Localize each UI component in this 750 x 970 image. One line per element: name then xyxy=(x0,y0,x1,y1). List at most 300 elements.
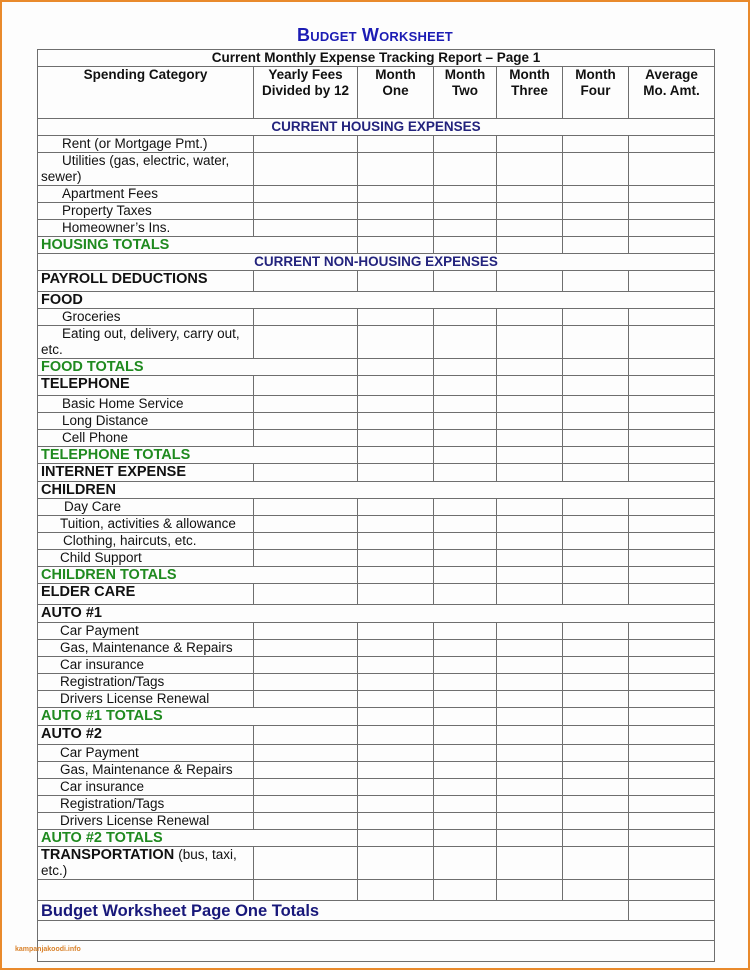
month-two-cell[interactable] xyxy=(434,359,497,376)
average-cell[interactable] xyxy=(629,745,715,762)
month-four-cell[interactable] xyxy=(563,396,629,413)
month-four-cell[interactable] xyxy=(563,186,629,203)
table-row xyxy=(38,136,715,153)
row-label: Clothing, haircuts, etc. xyxy=(38,533,254,550)
month-one-cell[interactable] xyxy=(358,359,434,376)
month-one-cell[interactable] xyxy=(358,271,434,292)
month-two-cell[interactable] xyxy=(434,623,497,640)
month-one-cell[interactable] xyxy=(358,708,434,726)
month-one-cell[interactable] xyxy=(358,430,434,447)
average-cell[interactable] xyxy=(629,271,715,292)
table-row xyxy=(38,464,715,482)
row-label: Basic Home Service xyxy=(38,396,254,413)
blank-row xyxy=(38,941,715,962)
month-three-cell[interactable] xyxy=(497,464,563,482)
yearly-cell[interactable] xyxy=(254,779,358,796)
month-four-cell[interactable] xyxy=(563,271,629,292)
month-three-cell[interactable] xyxy=(497,779,563,796)
month-two-cell[interactable] xyxy=(434,413,497,430)
month-two-cell[interactable] xyxy=(434,499,497,516)
blank-cell[interactable] xyxy=(38,941,715,962)
month-two-cell[interactable] xyxy=(434,376,497,396)
average-cell[interactable] xyxy=(629,413,715,430)
blank-cell[interactable] xyxy=(38,921,715,941)
yearly-cell[interactable] xyxy=(254,880,358,901)
average-cell[interactable] xyxy=(629,813,715,830)
table-row xyxy=(38,516,715,533)
average-cell[interactable] xyxy=(629,550,715,567)
col-header-month-four: Month Four xyxy=(563,67,629,119)
average-cell[interactable] xyxy=(629,880,715,901)
month-one-cell[interactable] xyxy=(358,830,434,847)
table-row xyxy=(38,499,715,516)
month-one-cell[interactable] xyxy=(358,499,434,516)
transportation-label: TRANSPORTATION xyxy=(41,847,175,863)
month-three-cell[interactable] xyxy=(497,136,563,153)
table-row xyxy=(38,396,715,413)
month-four-cell[interactable] xyxy=(563,779,629,796)
yearly-cell[interactable] xyxy=(254,813,358,830)
totals-row xyxy=(38,237,715,254)
average-cell[interactable] xyxy=(629,359,715,376)
month-one-cell[interactable] xyxy=(358,640,434,657)
month-one-cell[interactable] xyxy=(358,584,434,605)
average-cell[interactable] xyxy=(629,136,715,153)
row-label: ELDER CARE xyxy=(38,584,254,605)
month-one-cell[interactable] xyxy=(358,674,434,691)
yearly-cell[interactable] xyxy=(254,220,358,237)
yearly-cell[interactable] xyxy=(254,674,358,691)
month-four-cell[interactable] xyxy=(563,623,629,640)
month-four-cell[interactable] xyxy=(563,847,629,880)
table-row xyxy=(38,640,715,657)
month-two-cell[interactable] xyxy=(434,708,497,726)
average-cell[interactable] xyxy=(629,499,715,516)
yearly-cell[interactable] xyxy=(254,499,358,516)
month-three-cell[interactable] xyxy=(497,516,563,533)
table-row xyxy=(38,153,715,186)
section-non-housing: CURRENT NON-HOUSING EXPENSES xyxy=(38,254,715,271)
month-three-cell[interactable] xyxy=(497,309,563,326)
col-header-yearly: Yearly Fees Divided by 12 xyxy=(254,67,358,119)
row-label: FOOD TOTALS xyxy=(38,359,358,376)
row-label: TELEPHONE TOTALS xyxy=(38,447,358,464)
yearly-cell[interactable] xyxy=(254,271,358,292)
month-two-cell[interactable] xyxy=(434,430,497,447)
table-row xyxy=(38,376,715,396)
month-three-cell[interactable] xyxy=(497,847,563,880)
yearly-cell[interactable] xyxy=(254,430,358,447)
row-label: Drivers License Renewal xyxy=(38,813,254,830)
yearly-cell[interactable] xyxy=(254,533,358,550)
table-row xyxy=(38,779,715,796)
month-two-cell[interactable] xyxy=(434,567,497,584)
row-label: Gas, Maintenance & Repairs xyxy=(38,640,254,657)
month-three-cell[interactable] xyxy=(497,796,563,813)
month-two-cell[interactable] xyxy=(434,237,497,254)
month-three-cell[interactable] xyxy=(497,674,563,691)
table-row xyxy=(38,847,715,880)
average-cell[interactable] xyxy=(629,640,715,657)
month-one-cell[interactable] xyxy=(358,153,434,186)
month-one-cell[interactable] xyxy=(358,309,434,326)
average-cell[interactable] xyxy=(629,430,715,447)
row-label: Homeowner’s Ins. xyxy=(38,220,254,237)
month-four-cell[interactable] xyxy=(563,533,629,550)
yearly-cell[interactable] xyxy=(254,326,358,359)
month-two-cell[interactable] xyxy=(434,830,497,847)
month-one-cell[interactable] xyxy=(358,413,434,430)
month-three-cell[interactable] xyxy=(497,499,563,516)
average-cell[interactable] xyxy=(629,726,715,745)
month-one-cell[interactable] xyxy=(358,136,434,153)
month-two-cell[interactable] xyxy=(434,326,497,359)
grand-total-row xyxy=(38,901,715,921)
yearly-cell[interactable] xyxy=(254,691,358,708)
month-one-cell[interactable] xyxy=(358,533,434,550)
table-row xyxy=(38,533,715,550)
month-three-cell[interactable] xyxy=(497,745,563,762)
month-four-cell[interactable] xyxy=(563,745,629,762)
transportation-note: (bus, taxi, etc.) xyxy=(41,847,237,878)
row-label: Car Payment xyxy=(38,623,254,640)
month-one-cell[interactable] xyxy=(358,396,434,413)
month-four-cell[interactable] xyxy=(563,237,629,254)
yearly-cell[interactable] xyxy=(254,203,358,220)
month-four-cell[interactable] xyxy=(563,726,629,745)
month-one-cell[interactable] xyxy=(358,691,434,708)
month-one-cell[interactable] xyxy=(358,220,434,237)
month-two-cell[interactable] xyxy=(434,847,497,880)
average-cell[interactable] xyxy=(629,533,715,550)
month-one-cell[interactable] xyxy=(358,567,434,584)
yearly-cell[interactable] xyxy=(254,413,358,430)
yearly-cell[interactable] xyxy=(254,847,358,880)
month-three-cell[interactable] xyxy=(497,447,563,464)
month-two-cell[interactable] xyxy=(434,691,497,708)
row-label: AUTO #1 TOTALS xyxy=(38,708,358,726)
month-two-cell[interactable] xyxy=(434,220,497,237)
month-three-cell[interactable] xyxy=(497,640,563,657)
average-cell[interactable] xyxy=(629,309,715,326)
month-three-cell[interactable] xyxy=(497,691,563,708)
totals-row xyxy=(38,567,715,584)
month-four-cell[interactable] xyxy=(563,516,629,533)
totals-row xyxy=(38,830,715,847)
totals-row xyxy=(38,359,715,376)
month-three-cell[interactable] xyxy=(497,880,563,901)
yearly-cell[interactable] xyxy=(254,640,358,657)
row-label: FOOD xyxy=(38,292,715,309)
month-one-cell[interactable] xyxy=(358,623,434,640)
row-label: Car insurance xyxy=(38,657,254,674)
row-label: Registration/Tags xyxy=(38,796,254,813)
month-one-cell[interactable] xyxy=(358,237,434,254)
month-two-cell[interactable] xyxy=(434,674,497,691)
month-one-cell[interactable] xyxy=(358,326,434,359)
month-four-cell[interactable] xyxy=(563,464,629,482)
row-label xyxy=(38,847,254,880)
month-one-cell[interactable] xyxy=(358,796,434,813)
average-cell[interactable] xyxy=(629,396,715,413)
month-three-cell[interactable] xyxy=(497,830,563,847)
month-three-cell[interactable] xyxy=(497,237,563,254)
month-one-cell[interactable] xyxy=(358,516,434,533)
yearly-cell[interactable] xyxy=(254,153,358,186)
blank-row xyxy=(38,921,715,941)
month-four-cell[interactable] xyxy=(563,430,629,447)
month-two-cell[interactable] xyxy=(434,779,497,796)
row-label: PAYROLL DEDUCTIONS xyxy=(38,271,254,292)
table-row xyxy=(38,430,715,447)
month-four-cell[interactable] xyxy=(563,813,629,830)
row-label: Registration/Tags xyxy=(38,674,254,691)
month-two-cell[interactable] xyxy=(434,745,497,762)
month-one-cell[interactable] xyxy=(358,813,434,830)
row-label: Car insurance xyxy=(38,779,254,796)
table-row xyxy=(38,745,715,762)
row-label: HOUSING TOTALS xyxy=(38,237,358,254)
yearly-cell[interactable] xyxy=(254,516,358,533)
table-row xyxy=(38,657,715,674)
month-four-cell[interactable] xyxy=(563,830,629,847)
average-cell[interactable] xyxy=(629,796,715,813)
totals-row xyxy=(38,708,715,726)
page-title: Budget Worksheet xyxy=(297,25,453,45)
month-four-cell[interactable] xyxy=(563,567,629,584)
month-four-cell[interactable] xyxy=(563,584,629,605)
section-housing: CURRENT HOUSING EXPENSES xyxy=(38,119,715,136)
month-three-cell[interactable] xyxy=(497,567,563,584)
row-label: Eating out, delivery, carry out, etc. xyxy=(38,326,254,359)
average-cell[interactable] xyxy=(629,186,715,203)
average-cell[interactable] xyxy=(629,847,715,880)
month-one-cell[interactable] xyxy=(358,550,434,567)
col-header-month-two: Month Two xyxy=(434,67,497,119)
yearly-cell[interactable] xyxy=(254,726,358,745)
month-four-cell[interactable] xyxy=(563,640,629,657)
table-row xyxy=(38,674,715,691)
month-four-cell[interactable] xyxy=(563,691,629,708)
month-three-cell[interactable] xyxy=(497,430,563,447)
month-four-cell[interactable] xyxy=(563,657,629,674)
month-three-cell[interactable] xyxy=(497,413,563,430)
yearly-cell[interactable] xyxy=(254,550,358,567)
table-row xyxy=(38,623,715,640)
month-three-cell[interactable] xyxy=(497,813,563,830)
average-cell[interactable] xyxy=(629,657,715,674)
month-three-cell[interactable] xyxy=(497,153,563,186)
row-label: Child Support xyxy=(38,550,254,567)
month-three-cell[interactable] xyxy=(497,376,563,396)
month-four-cell[interactable] xyxy=(563,674,629,691)
table-row xyxy=(38,203,715,220)
month-three-cell[interactable] xyxy=(497,623,563,640)
yearly-cell[interactable] xyxy=(254,464,358,482)
col-header-average: Average Mo. Amt. xyxy=(629,67,715,119)
month-one-cell[interactable] xyxy=(358,726,434,745)
month-two-cell[interactable] xyxy=(434,153,497,186)
month-two-cell[interactable] xyxy=(434,396,497,413)
month-four-cell[interactable] xyxy=(563,708,629,726)
yearly-cell[interactable] xyxy=(254,186,358,203)
month-three-cell[interactable] xyxy=(497,550,563,567)
month-four-cell[interactable] xyxy=(563,796,629,813)
month-three-cell[interactable] xyxy=(497,359,563,376)
average-cell[interactable] xyxy=(629,691,715,708)
month-four-cell[interactable] xyxy=(563,550,629,567)
month-three-cell[interactable] xyxy=(497,326,563,359)
month-three-cell[interactable] xyxy=(497,584,563,605)
average-cell[interactable] xyxy=(629,153,715,186)
row-label: Cell Phone xyxy=(38,430,254,447)
average-cell[interactable] xyxy=(629,567,715,584)
month-two-cell[interactable] xyxy=(434,203,497,220)
table-row xyxy=(38,726,715,745)
table-row xyxy=(38,326,715,359)
average-cell[interactable] xyxy=(629,674,715,691)
month-three-cell[interactable] xyxy=(497,762,563,779)
month-four-cell[interactable] xyxy=(563,326,629,359)
month-three-cell[interactable] xyxy=(497,203,563,220)
month-four-cell[interactable] xyxy=(563,376,629,396)
average-cell[interactable] xyxy=(629,237,715,254)
row-label: Drivers License Renewal xyxy=(38,691,254,708)
month-one-cell[interactable] xyxy=(358,186,434,203)
month-one-cell[interactable] xyxy=(358,203,434,220)
month-two-cell[interactable] xyxy=(434,762,497,779)
watermark: kampanjakoodi.info xyxy=(15,946,81,953)
month-two-cell[interactable] xyxy=(434,136,497,153)
report-title: Current Monthly Expense Tracking Report – Page 1 xyxy=(38,50,715,67)
month-two-cell[interactable] xyxy=(434,640,497,657)
month-three-cell[interactable] xyxy=(497,186,563,203)
yearly-cell[interactable] xyxy=(254,623,358,640)
month-one-cell[interactable] xyxy=(358,880,434,901)
blank-label-cell[interactable] xyxy=(38,880,254,901)
yearly-cell[interactable] xyxy=(254,745,358,762)
month-three-cell[interactable] xyxy=(497,220,563,237)
month-three-cell[interactable] xyxy=(497,271,563,292)
average-cell[interactable] xyxy=(629,376,715,396)
yearly-cell[interactable] xyxy=(254,762,358,779)
row-label: Apartment Fees xyxy=(38,186,254,203)
month-four-cell[interactable] xyxy=(563,153,629,186)
average-cell[interactable] xyxy=(629,203,715,220)
average-cell[interactable] xyxy=(629,516,715,533)
month-two-cell[interactable] xyxy=(434,813,497,830)
row-label: Utilities (gas, electric, water, sewer) xyxy=(38,153,254,186)
month-three-cell[interactable] xyxy=(497,708,563,726)
table-row xyxy=(38,271,715,292)
yearly-cell[interactable] xyxy=(254,136,358,153)
month-one-cell[interactable] xyxy=(358,447,434,464)
col-header-month-one: Month One xyxy=(358,67,434,119)
average-cell[interactable] xyxy=(629,326,715,359)
row-label: AUTO #2 TOTALS xyxy=(38,830,358,847)
table-row xyxy=(38,584,715,605)
yearly-cell[interactable] xyxy=(254,396,358,413)
table-row xyxy=(38,309,715,326)
average-cell[interactable] xyxy=(629,584,715,605)
month-four-cell[interactable] xyxy=(563,499,629,516)
month-four-cell[interactable] xyxy=(563,762,629,779)
month-two-cell[interactable] xyxy=(434,533,497,550)
row-label: Property Taxes xyxy=(38,203,254,220)
average-cell[interactable] xyxy=(629,447,715,464)
col-header-category: Spending Category xyxy=(38,67,254,119)
average-cell[interactable] xyxy=(629,623,715,640)
month-four-cell[interactable] xyxy=(563,359,629,376)
category-row xyxy=(38,292,715,309)
month-four-cell[interactable] xyxy=(563,447,629,464)
yearly-cell[interactable] xyxy=(254,796,358,813)
average-cell[interactable] xyxy=(629,762,715,779)
month-one-cell[interactable] xyxy=(358,464,434,482)
average-cell[interactable] xyxy=(629,708,715,726)
month-two-cell[interactable] xyxy=(434,464,497,482)
month-four-cell[interactable] xyxy=(563,309,629,326)
table-row xyxy=(38,220,715,237)
month-one-cell[interactable] xyxy=(358,847,434,880)
month-two-cell[interactable] xyxy=(434,584,497,605)
month-three-cell[interactable] xyxy=(497,533,563,550)
row-label: INTERNET EXPENSE xyxy=(38,464,254,482)
yearly-cell[interactable] xyxy=(254,657,358,674)
month-four-cell[interactable] xyxy=(563,413,629,430)
row-label: Tuition, activities & allowance xyxy=(38,516,254,533)
month-three-cell[interactable] xyxy=(497,726,563,745)
yearly-cell[interactable] xyxy=(254,309,358,326)
month-one-cell[interactable] xyxy=(358,762,434,779)
month-one-cell[interactable] xyxy=(358,779,434,796)
month-four-cell[interactable] xyxy=(563,220,629,237)
month-two-cell[interactable] xyxy=(434,726,497,745)
month-three-cell[interactable] xyxy=(497,396,563,413)
month-four-cell[interactable] xyxy=(563,880,629,901)
table-row xyxy=(38,796,715,813)
table-row xyxy=(38,186,715,203)
grand-total-average-cell[interactable] xyxy=(629,901,715,921)
yearly-cell[interactable] xyxy=(254,376,358,396)
table-row xyxy=(38,813,715,830)
table-row xyxy=(38,762,715,779)
month-two-cell[interactable] xyxy=(434,550,497,567)
month-two-cell[interactable] xyxy=(434,516,497,533)
month-two-cell[interactable] xyxy=(434,309,497,326)
budget-table xyxy=(37,49,715,962)
average-cell[interactable] xyxy=(629,779,715,796)
month-four-cell[interactable] xyxy=(563,136,629,153)
month-two-cell[interactable] xyxy=(434,447,497,464)
average-cell[interactable] xyxy=(629,830,715,847)
average-cell[interactable] xyxy=(629,464,715,482)
month-two-cell[interactable] xyxy=(434,796,497,813)
yearly-cell[interactable] xyxy=(254,584,358,605)
category-row xyxy=(38,482,715,499)
average-cell[interactable] xyxy=(629,220,715,237)
month-two-cell[interactable] xyxy=(434,271,497,292)
month-two-cell[interactable] xyxy=(434,186,497,203)
month-three-cell[interactable] xyxy=(497,657,563,674)
month-one-cell[interactable] xyxy=(358,657,434,674)
month-one-cell[interactable] xyxy=(358,745,434,762)
month-two-cell[interactable] xyxy=(434,657,497,674)
month-one-cell[interactable] xyxy=(358,376,434,396)
month-four-cell[interactable] xyxy=(563,203,629,220)
month-two-cell[interactable] xyxy=(434,880,497,901)
table-row xyxy=(38,413,715,430)
